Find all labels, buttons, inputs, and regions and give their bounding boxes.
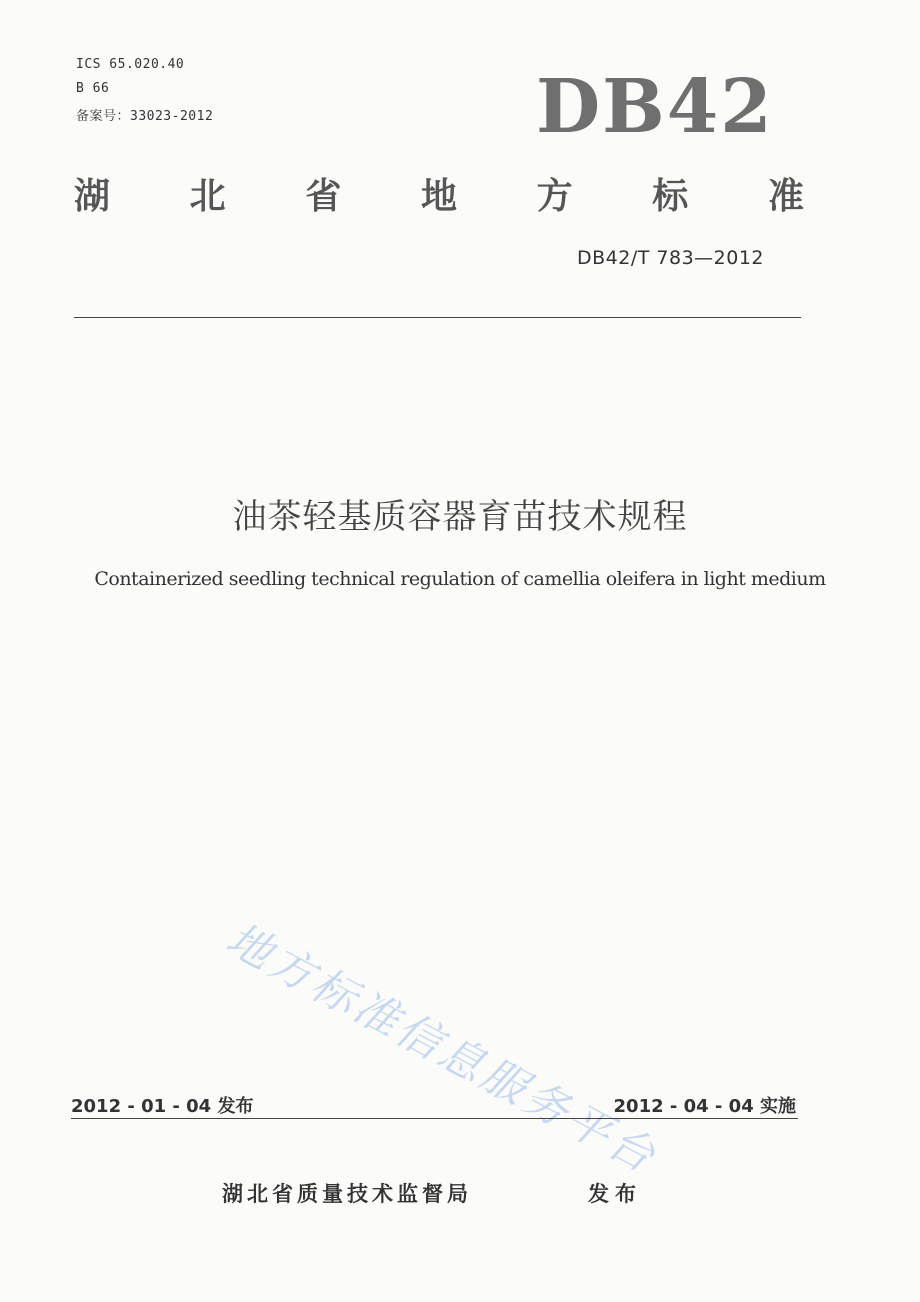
top-divider: [74, 317, 801, 318]
document-title-english: Containerized seedling technical regulation of camellia oleifera in light medium: [94, 568, 826, 590]
record-number: 备案号：33023-2012: [76, 109, 214, 124]
standard-number: DB42/T 783—2012: [577, 247, 765, 269]
category-char: 北: [189, 176, 226, 217]
watermark: 地方标准信息服务平台: [217, 913, 666, 1184]
implementation-date: 2012 - 04 - 04 实施: [613, 1096, 796, 1117]
issue-label: 发布: [588, 1182, 642, 1206]
category-char: 标: [652, 176, 689, 217]
issuing-authority: 湖北省质量技术监督局: [222, 1182, 472, 1206]
date-divider: [71, 1118, 798, 1119]
standard-category-title: [74, 168, 804, 219]
ccs-code: B 66: [76, 81, 110, 96]
standard-mark: DB42: [536, 64, 774, 150]
category-char: 准: [767, 176, 804, 217]
category-char: 省: [305, 176, 342, 217]
category-char: 湖: [74, 176, 111, 217]
document-title-chinese: 油茶轻基质容器育苗技术规程: [232, 497, 688, 537]
ics-code: ICS 65.020.40: [76, 57, 185, 72]
issue-date: 2012 - 01 - 04 发布: [71, 1096, 254, 1117]
category-char: 地: [420, 176, 457, 217]
category-char: 方: [536, 176, 573, 217]
